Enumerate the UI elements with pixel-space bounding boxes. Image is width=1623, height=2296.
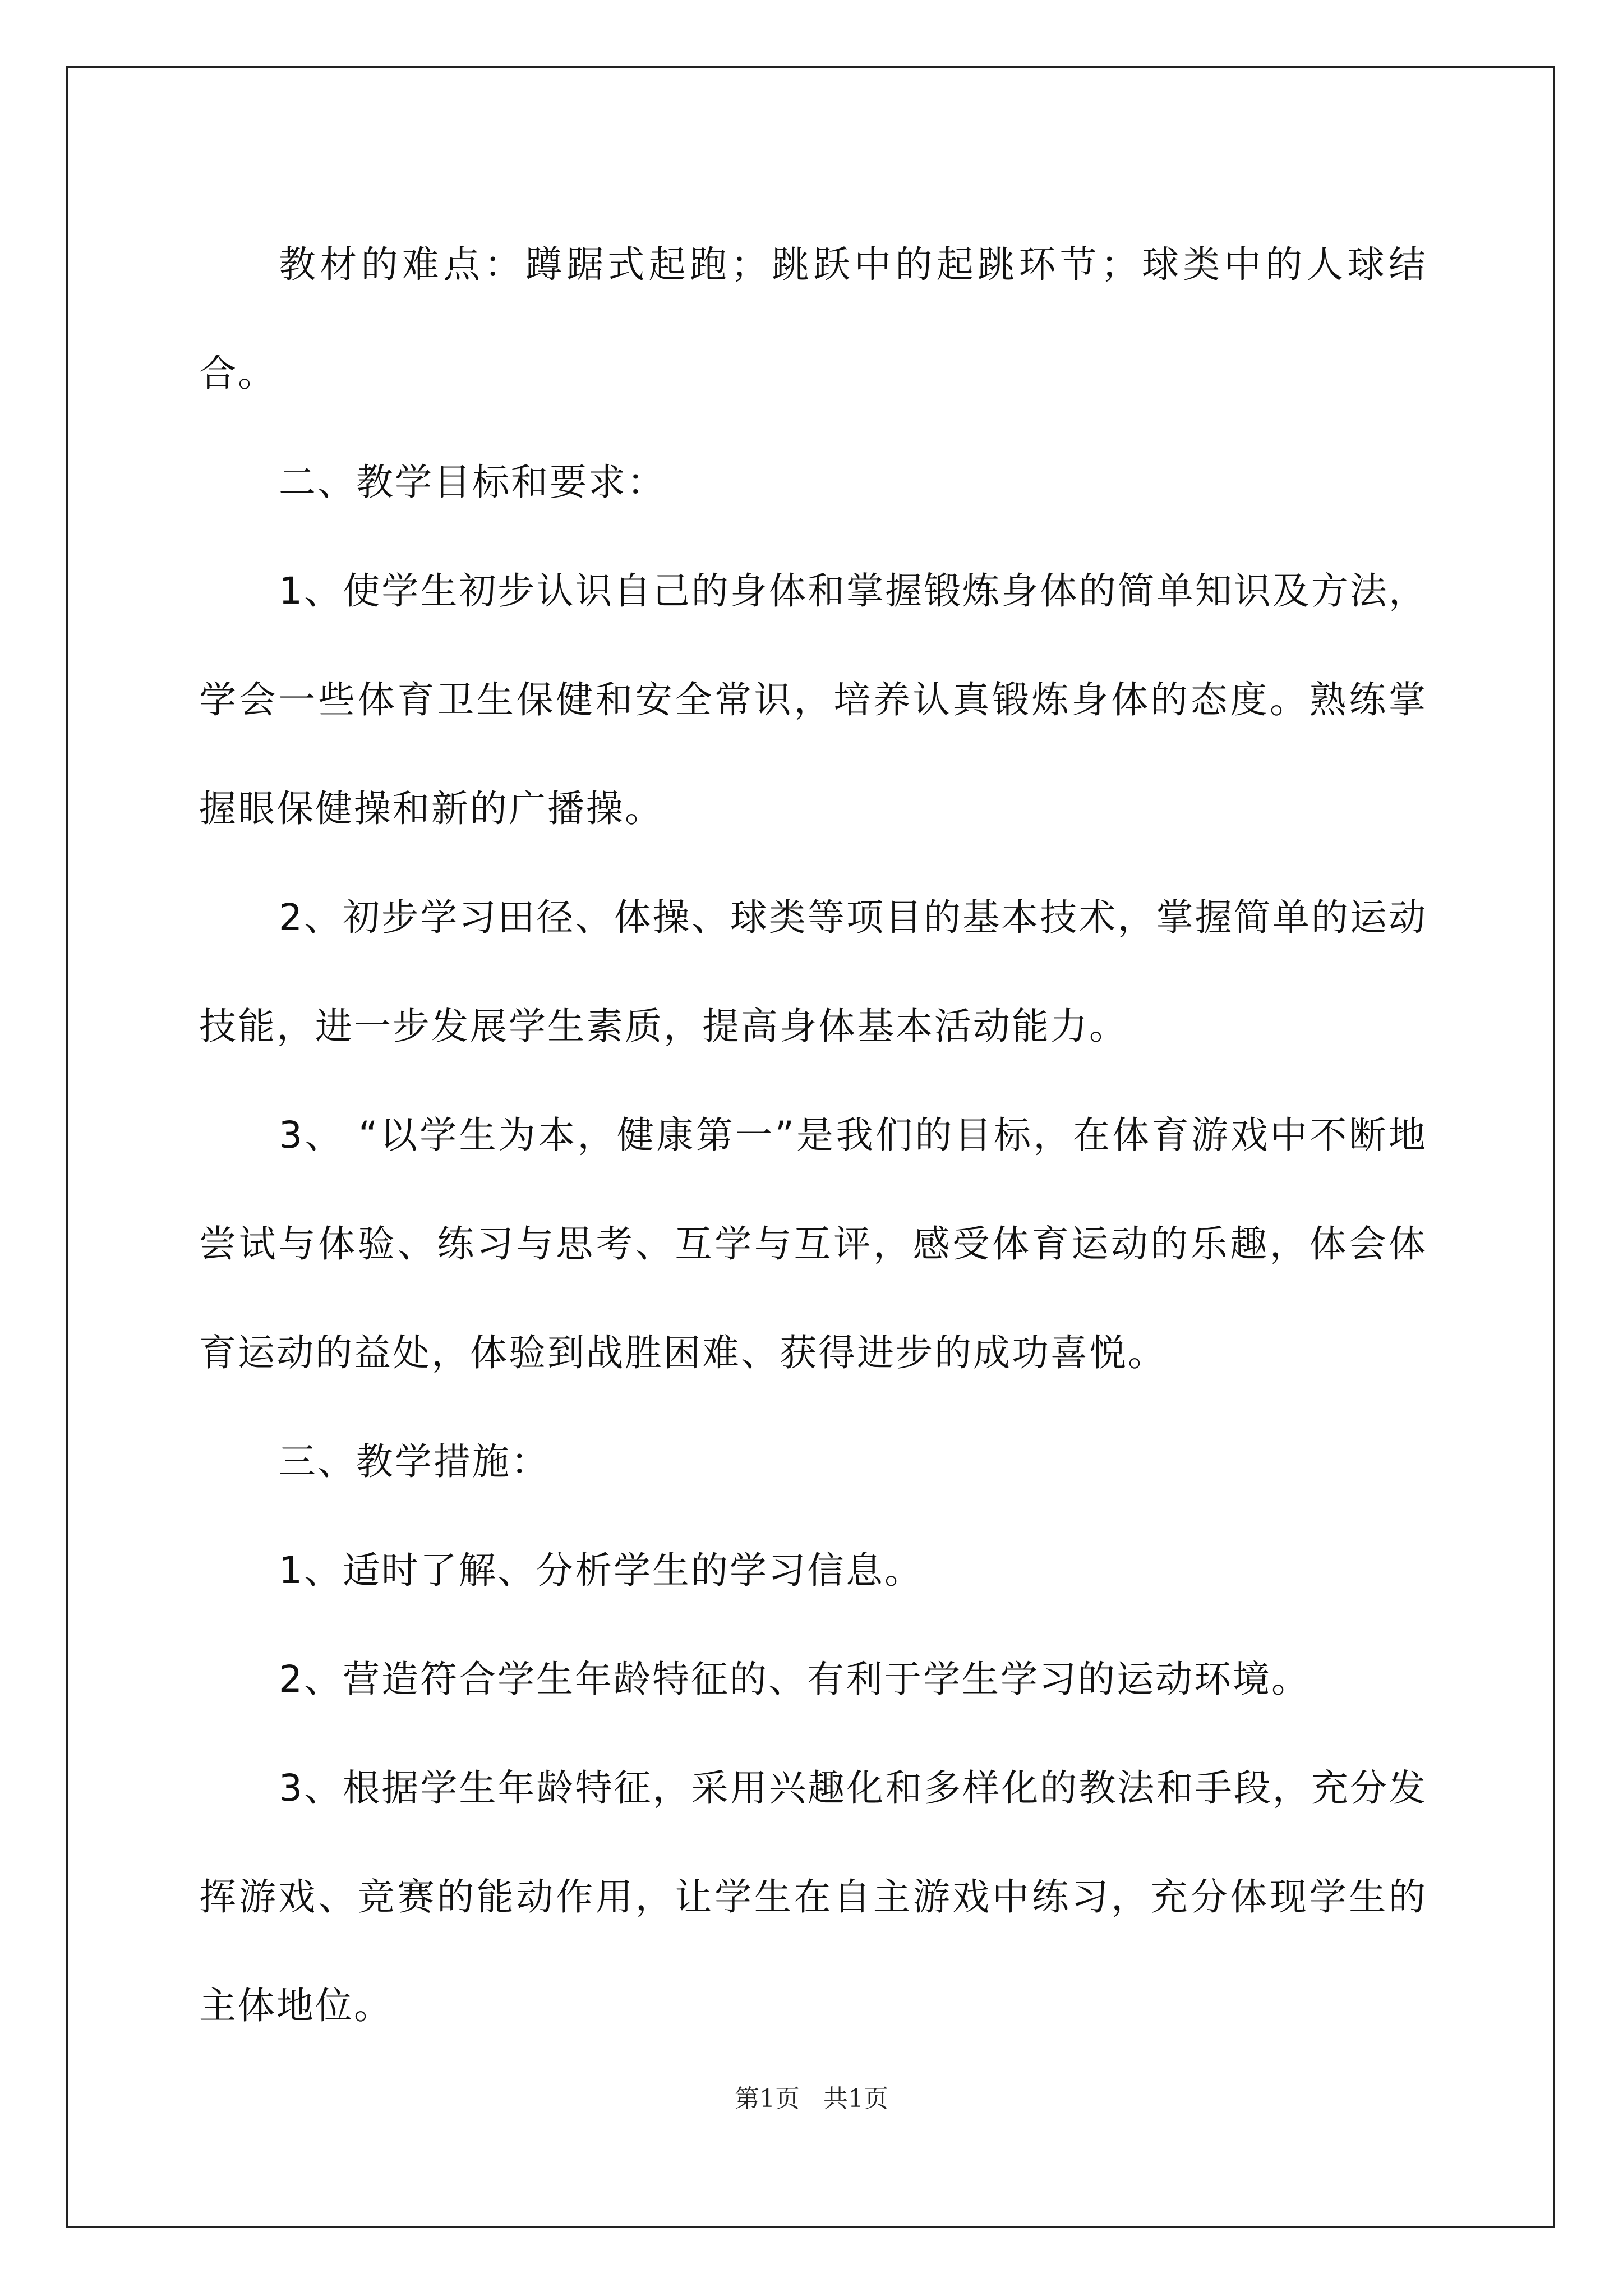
paragraph-goal-1: 1、使学生初步认识自己的身体和掌握锻炼身体的简单知识及方法，学会一些体育卫生保健和安全常识，培养认真锻炼身体的态度。熟练掌握眼保健操和新的广播操。 (199, 569, 1427, 830)
paragraph-difficulties: 教材的难点：蹲踞式起跑；跳跃中的起跳环节；球类中的人球结合。 (199, 243, 1427, 395)
heading-measures: 三、教学措施： (279, 1440, 550, 1483)
document-body (199, 210, 1427, 2060)
paragraph-measure-2: 2、营造符合学生年龄特征的、有利于学生学习的运动环境。 (279, 1658, 1310, 1701)
paragraph-goal-3: 3、 “以学生为本，健康第一”是我们的目标，在体育游戏中不断地尝试与体验、练习与思考、互学与互评，感受体育运动的乐趣，体会体育运动的益处，体验到战胜困难、获得进步的成功喜悦。 (199, 1114, 1427, 1374)
paragraph-measure-1: 1、适时了解、分析学生的学习信息。 (279, 1549, 923, 1592)
paragraph-measure-3: 3、根据学生年龄特征，采用兴趣化和多样化的教法和手段，充分发挥游戏、竞赛的能动作用，让学生在自主游戏中练习，充分体现学生的主体地位。 (199, 1766, 1427, 2027)
heading-goals: 二、教学目标和要求： (279, 461, 666, 504)
page-number-footer: 第1页 共1页 (735, 2085, 888, 2113)
paragraph-goal-2: 2、初步学习田径、体操、球类等项目的基本技术，掌握简单的运动技能，进一步发展学生素质，提高身体基本活动能力。 (199, 896, 1427, 1048)
